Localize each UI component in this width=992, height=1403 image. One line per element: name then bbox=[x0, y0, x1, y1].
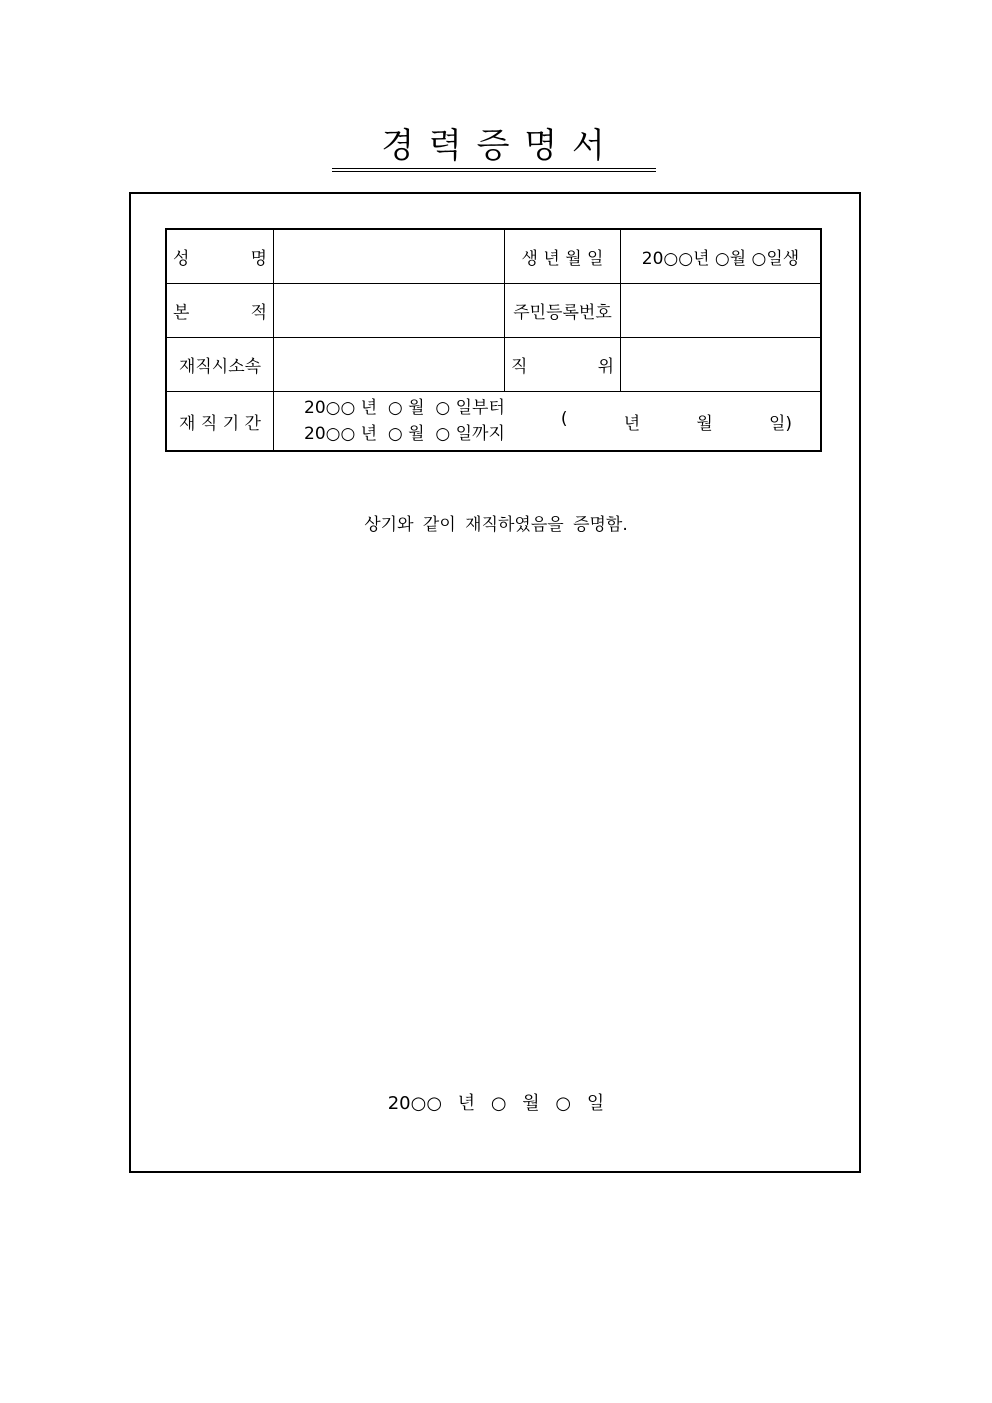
position-label-cell bbox=[505, 338, 621, 392]
period-start: 20○○ 년 ○ 월 ○ 일부터 bbox=[304, 398, 505, 418]
name-label-2: 명 bbox=[250, 249, 267, 269]
resident-no-label: 주민등록번호 bbox=[505, 284, 621, 338]
domicile-label-2: 적 bbox=[250, 303, 267, 323]
name-value-cell[interactable] bbox=[274, 229, 505, 284]
row-domicile bbox=[166, 284, 821, 338]
document-title: 경 력 증 명 서 bbox=[381, 126, 607, 166]
duration-day: 일) bbox=[768, 413, 792, 434]
position-label-2: 위 bbox=[597, 357, 614, 377]
row-name bbox=[166, 229, 821, 284]
certification-statement: 상기와 같이 재직하였음을 증명함. bbox=[364, 515, 628, 535]
duration-year: 년 bbox=[623, 413, 641, 434]
name-label-cell bbox=[166, 229, 274, 284]
position-value-cell[interactable] bbox=[621, 338, 822, 392]
birth-label: 생 년 월 일 bbox=[505, 229, 621, 284]
info-table bbox=[165, 228, 822, 452]
row-period bbox=[166, 392, 821, 452]
duration bbox=[561, 409, 814, 434]
domicile-value-cell[interactable] bbox=[274, 284, 505, 338]
birth-value[interactable]: 20○○년 ○월 ○일생 bbox=[621, 229, 822, 284]
period-end: 20○○ 년 ○ 월 ○ 일까지 bbox=[304, 424, 505, 444]
position-label-1: 직 bbox=[511, 357, 528, 377]
resident-no-value-cell[interactable] bbox=[621, 284, 822, 338]
title-underline bbox=[332, 168, 656, 169]
domicile-label-1: 본 bbox=[173, 303, 190, 323]
name-label-1: 성 bbox=[173, 249, 190, 269]
issue-date: 20○○ 년 ○ 월 ○ 일 bbox=[387, 1093, 605, 1114]
period-value-cell[interactable] bbox=[274, 392, 822, 452]
duration-open: ( bbox=[560, 408, 568, 429]
affiliation-value-cell[interactable] bbox=[274, 338, 505, 392]
domicile-label-cell bbox=[166, 284, 274, 338]
row-affiliation bbox=[166, 338, 821, 392]
period-label: 재 직 기 간 bbox=[166, 392, 274, 452]
title-underline-double bbox=[332, 171, 656, 172]
duration-month: 월 bbox=[696, 413, 713, 434]
affiliation-label: 재직시소속 bbox=[166, 338, 274, 392]
